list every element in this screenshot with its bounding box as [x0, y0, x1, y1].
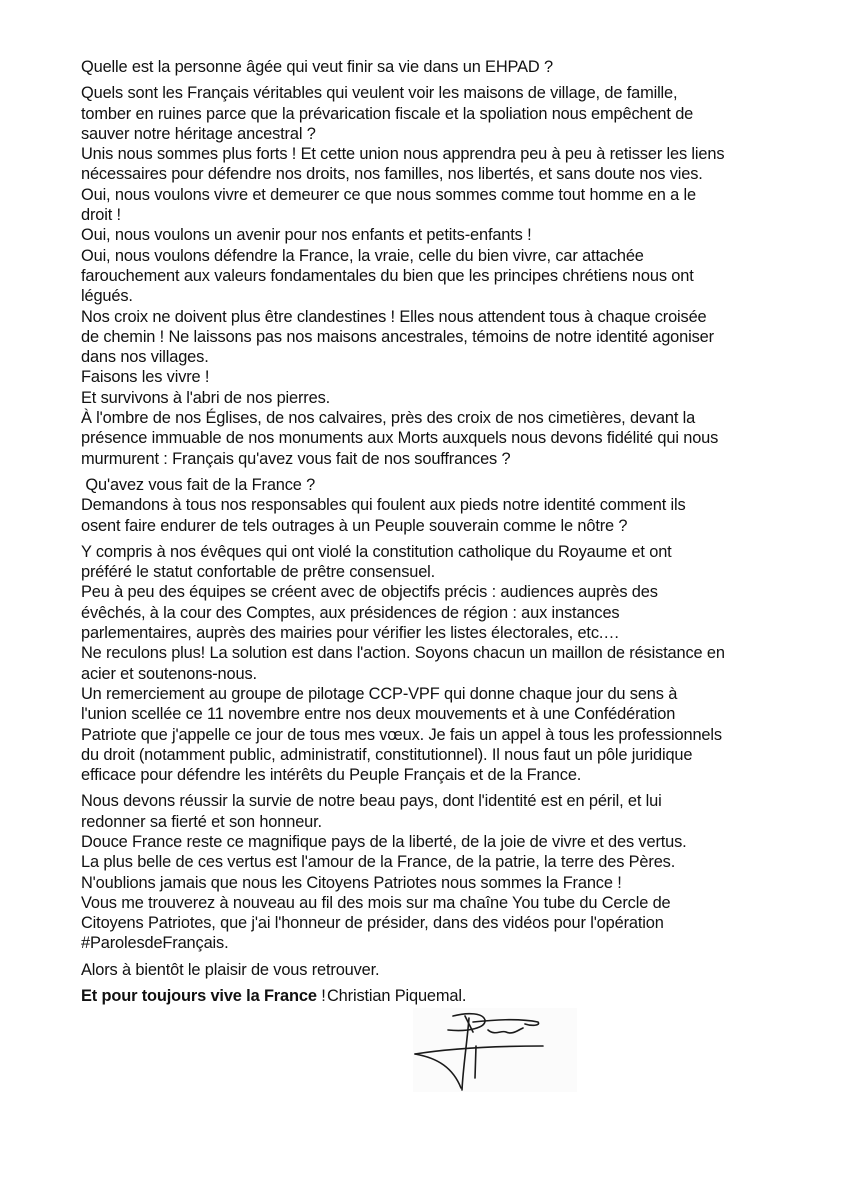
text-line: Oui, nous voulons un avenir pour nos enfants et petits-enfants ! — [81, 226, 532, 245]
closing-tail: ! — [316, 987, 326, 1006]
paragraph — [81, 475, 801, 536]
text-line: Et survivons à l'abri de nos pierres. — [81, 388, 331, 407]
text-line: Alors à bientôt le plaisir de vous retrouver. — [81, 960, 380, 979]
text-line: acier et soutenons-nous. — [81, 664, 257, 683]
text-line: parlementaires, auprès des mairies pour vérifier les listes électorales, etc.… — [81, 624, 620, 643]
text-line: Oui, nous voulons vivre et demeurer ce que nous sommes comme tout homme en a le — [81, 185, 696, 204]
signatory-name: Christian Piquemal. — [327, 987, 467, 1005]
text-line: Quels sont les Français véritables qui veulent voir les maisons de village, de famille, — [81, 84, 678, 103]
text-line: Nous devons réussir la survie de notre beau pays, dont l'identité est en péril, et lui — [81, 792, 662, 811]
text-line: Quelle est la personne âgée qui veut finir sa vie dans un EHPAD ? — [81, 58, 553, 76]
text-line: l'union scellée ce 11 novembre entre nos deux mouvements et à une Confédération — [81, 705, 676, 724]
text-line: La plus belle de ces vertus est l'amour de la France, de la patrie, la terre des Pères. — [81, 853, 676, 872]
text-line: redonner sa fierté et son honneur. — [81, 812, 322, 831]
text-line: Oui, nous voulons défendre la France, la vraie, celle du bien vivre, car attachée — [81, 246, 644, 265]
text-line: Nos croix ne doivent plus être clandestines ! Elles nous attendent tous à chaque croisée — [81, 307, 707, 326]
text-line: nécessaires pour défendre nos droits, nos familles, nos libertés, et sans doute nos vies. — [81, 165, 703, 184]
text-line: présence immuable de nos monuments aux Morts auxquels nous devons fidélité qui nous — [81, 429, 719, 448]
text-line: Un remerciement au groupe de pilotage CCP-VPF qui donne chaque jour du sens à — [81, 684, 678, 703]
text-line: N'oublions jamais que nous les Citoyens Patriotes nous sommes la France ! — [81, 873, 622, 892]
text-line: de chemin ! Ne laissons pas nos maisons ancestrales, témoins de notre identité agoniser — [81, 327, 714, 346]
paragraph — [81, 960, 801, 980]
text-line: efficace pour défendre les intérêts du Peuple Français et de la France. — [81, 766, 582, 785]
text-line: du droit (notamment public, administratif, constitutionnel). Il nous faut un pôle juridique — [81, 745, 693, 764]
text-line: Ne reculons plus! La solution est dans l'action. Soyons chacun un maillon de résistance en — [81, 644, 725, 663]
text-line: Citoyens Patriotes, que j'ai l'honneur de présider, dans des vidéos pour l'opération — [81, 914, 664, 933]
text-line: dans nos villages. — [81, 348, 209, 367]
text-line: murmurent : Français qu'avez vous fait de nos souffrances ? — [81, 449, 511, 468]
text-line: Faisons les vivre ! — [81, 368, 210, 387]
text-line: osent faire endurer de tels outrages à un Peuple souverain comme le nôtre ? — [81, 516, 628, 535]
text-line: légués. — [81, 287, 133, 306]
paragraph — [81, 542, 801, 786]
text-line: Douce France reste ce magnifique pays de la liberté, de la joie de vivre et des vertus. — [81, 832, 687, 851]
text-line: Y compris à nos évêques qui ont violé la constitution catholique du Royaume et ont — [81, 542, 672, 561]
text-line: tomber en ruines parce que la prévarication fiscale et la spoliation nous empêchent de — [81, 104, 694, 123]
text-line: Demandons à tous nos responsables qui foulent aux pieds notre identité comment ils — [81, 496, 686, 515]
letter-body — [81, 57, 801, 1006]
text-line: préféré le statut confortable de prêtre consensuel. — [81, 563, 436, 582]
text-line: Patriote que j'appelle ce jour de tous mes vœux. Je fais un appel à tous les professionnels — [81, 725, 722, 744]
text-line: droit ! — [81, 206, 121, 225]
text-line: farouchement aux valeurs fondamentales du bien que les principes chrétiens nous ont — [81, 266, 694, 285]
text-line: Peu à peu des équipes se créent avec de objectifs précis : audiences auprès des — [81, 583, 658, 602]
closing-bold-text: Et pour toujours vive la France — [81, 987, 317, 1006]
text-line: Unis nous sommes plus forts ! Et cette union nous apprendra peu à peu à retisser les liens — [81, 145, 725, 164]
text-line: À l'ombre de nos Églises, de nos calvaires, près des croix de nos cimetières, devant la — [81, 409, 696, 428]
text-line: #ParolesdeFrançais. — [81, 934, 229, 953]
text-line: évêchés, à la cour des Comptes, aux présidences de région : aux instances — [81, 603, 620, 622]
text-line: Vous me trouverez à nouveau au fil des mois sur ma chaîne You tube du Cercle de — [81, 893, 671, 912]
handwritten-signature-icon — [413, 1008, 577, 1092]
text-line: Qu'avez vous fait de la France ? — [81, 475, 316, 494]
paragraph — [81, 791, 801, 953]
paragraph — [81, 57, 801, 77]
text-line: sauver notre héritage ancestral ? — [81, 124, 316, 143]
paragraph — [81, 83, 801, 469]
